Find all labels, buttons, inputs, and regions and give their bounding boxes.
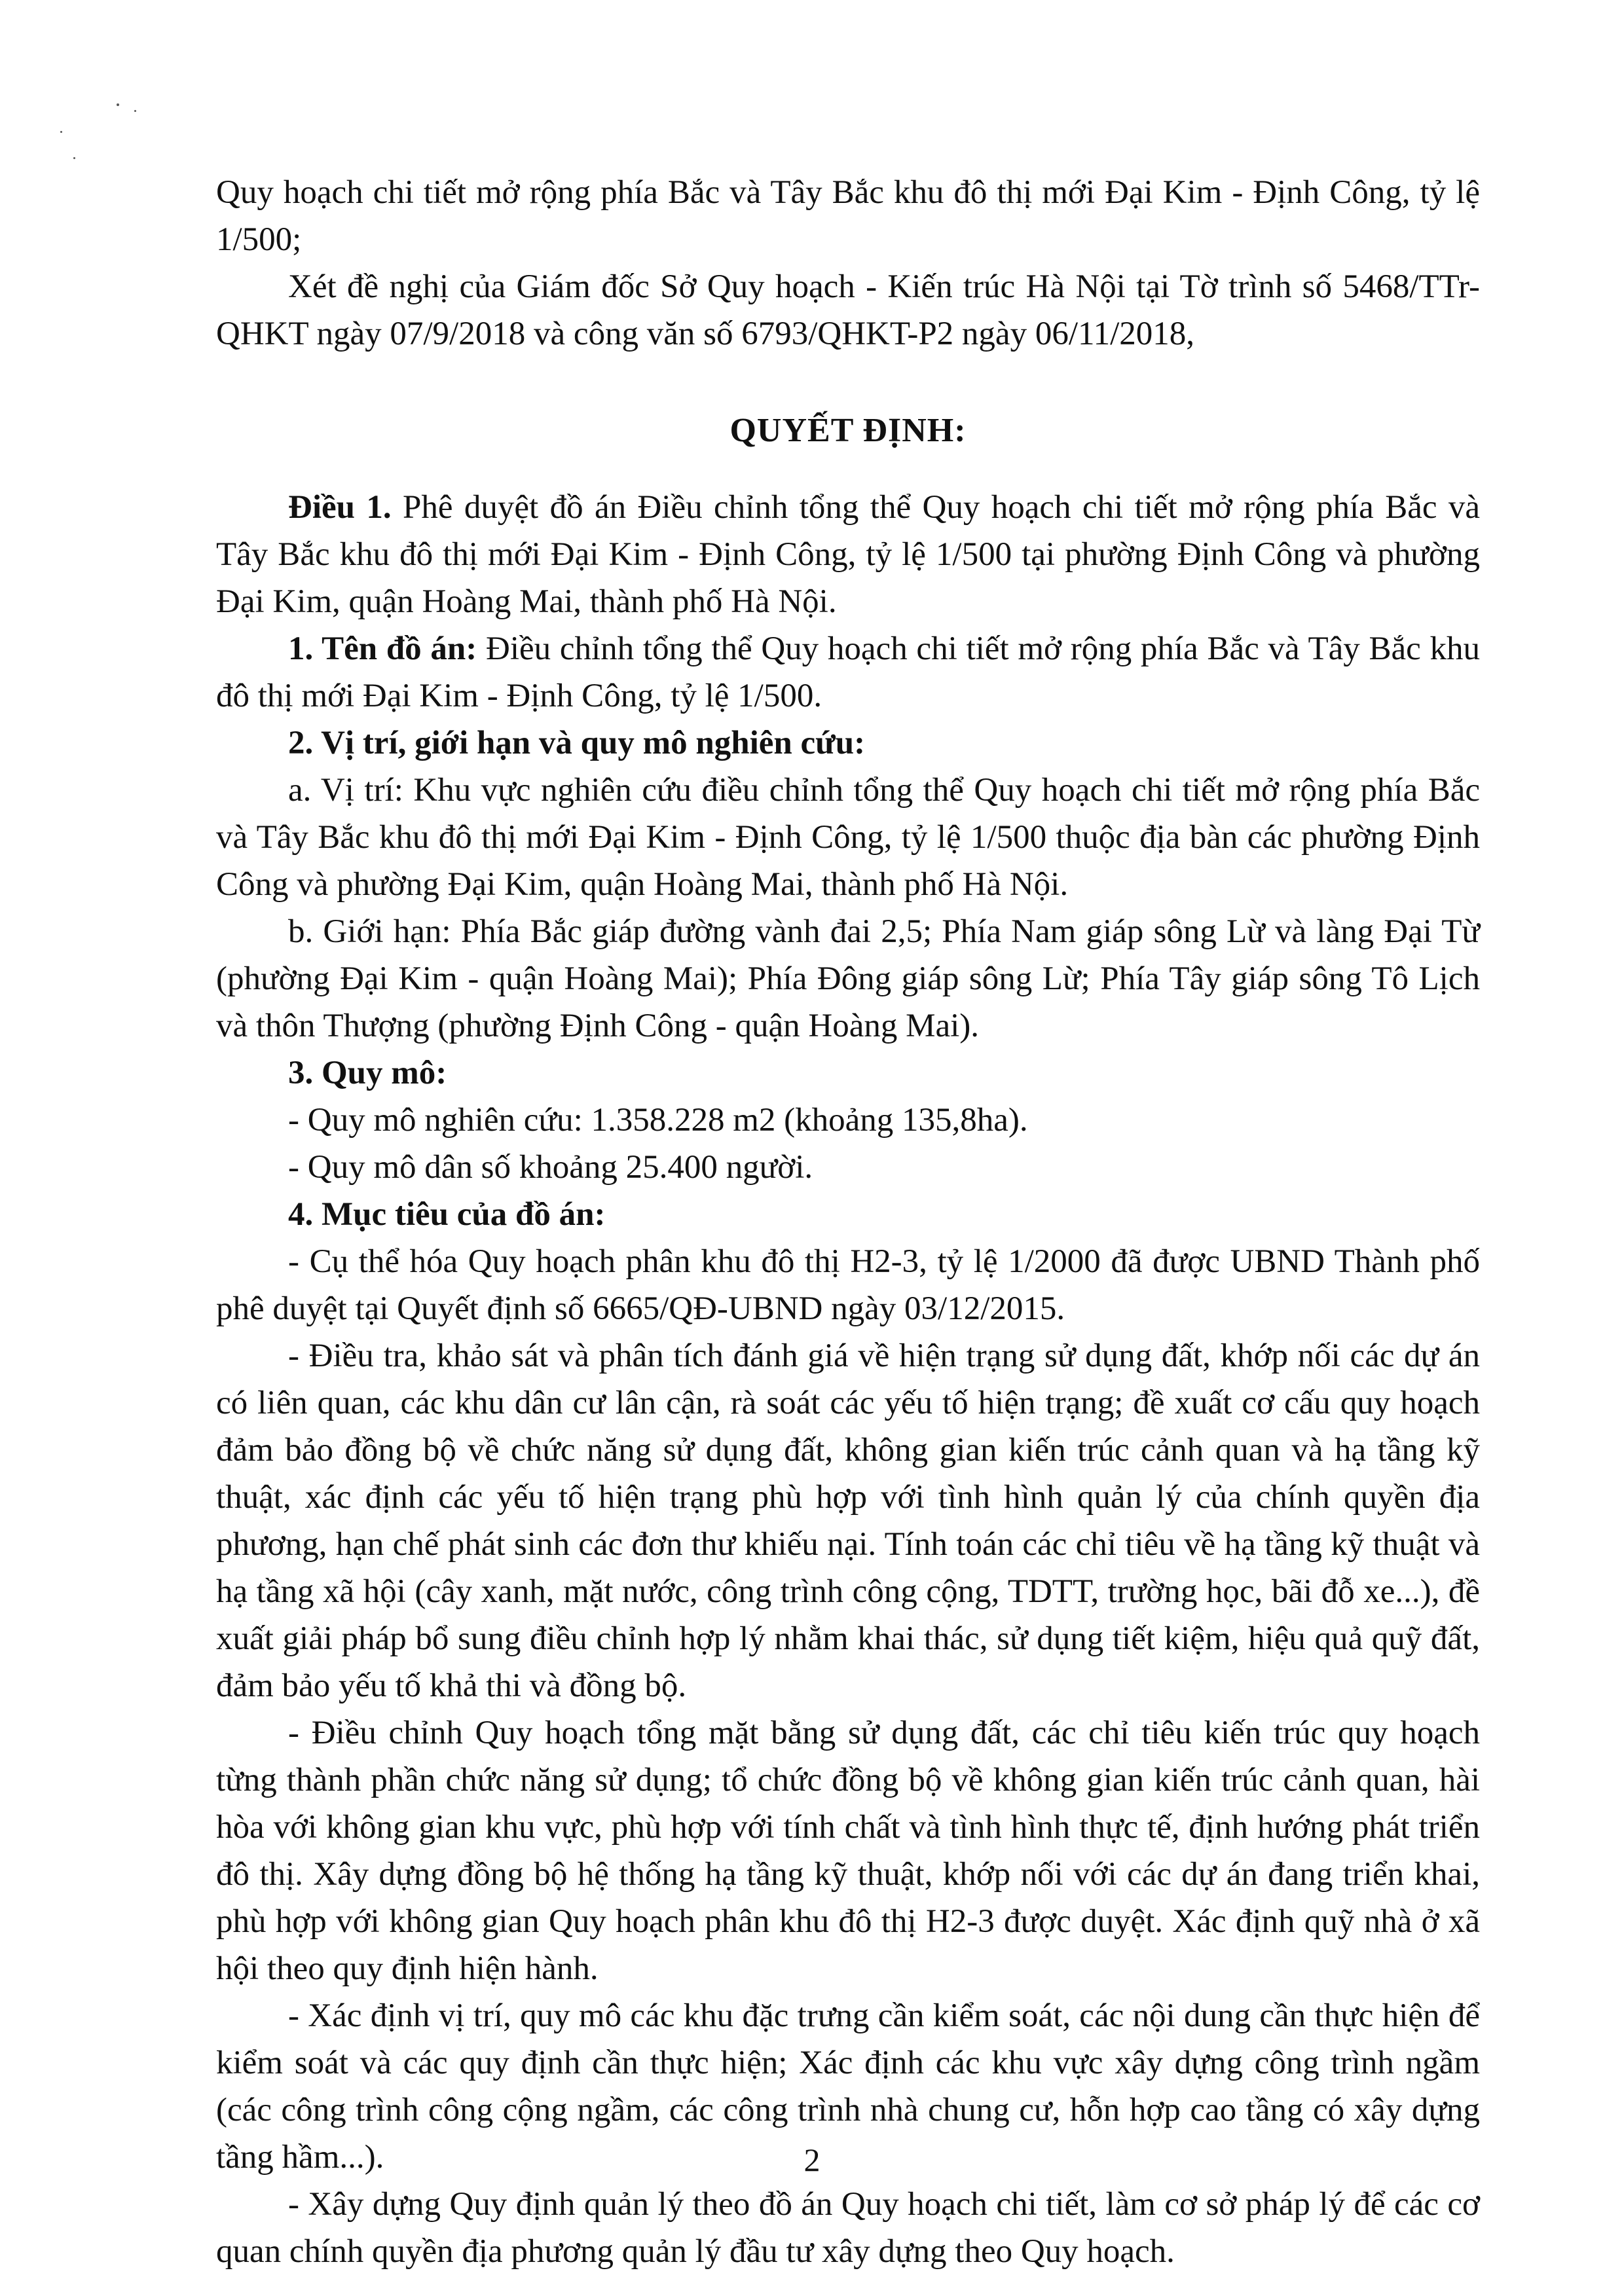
section-1-label: 1. Tên đồ án: [288,630,477,667]
scan-speck [134,110,136,112]
section-4-item: - Cụ thể hóa Quy hoạch phân khu đô thị H2-3, tỷ lệ 1/2000 đã được UBND Thành phố phê duyệt tại Quyết định số 6665/QĐ-UBND ngày 03/12/2015. [216,1243,1480,1327]
article-1 [216,484,1480,625]
paragraph-intro-2: Xét đề nghị của Giám đốc Sở Quy hoạch - Kiến trúc Hà Nội tại Tờ trình số 5468/TTr-QHKT ngày 07/9/2018 và công văn số 6793/QHKT-P2 ngày 06/11/2018, [216,268,1480,352]
section-3-item: - Quy mô nghiên cứu: 1.358.228 m2 (khoảng 135,8ha). [288,1102,1028,1139]
section-3-heading: 3. Quy mô: [288,1055,447,1091]
scan-speck [60,131,62,133]
section-3-item: - Quy mô dân số khoảng 25.400 người. [288,1149,813,1186]
section-1 [216,625,1480,720]
section-4-item: - Điều tra, khảo sát và phân tích đánh giá về hiện trạng sử dụng đất, khớp nối các dự án có liên quan, các khu dân cư lân cận, rà soát các yếu tố hiện trạng; đề xuất cơ cấu quy hoạch đảm bảo đồng bộ về chức năng sử dụng đất, không gian kiến trúc cảnh quan và hạ tầng kỹ thuật, xác định các yếu tố hiện trạng phù hợp với tình hình quản lý của chính quyền địa phương, hạn chế phát sinh các đơn thư khiếu nại. Tính toán các chỉ tiêu về hạ tầng kỹ thuật và hạ tầng xã hội (cây xanh, mặt nước, công trình công cộng, TDTT, trường học, bãi đỗ xe...), đề xuất giải pháp bổ sung điều chỉnh hợp lý nhằm khai thác, sử dụng tiết kiệm, hiệu quả quỹ đất, đảm bảo yếu tố khả thi và đồng bộ. [216,1338,1480,1704]
section-2-heading: 2. Vị trí, giới hạn và quy mô nghiên cứu: [288,725,866,761]
paragraph-intro-1: Quy hoạch chi tiết mở rộng phía Bắc và Tây Bắc khu đô thị mới Đại Kim - Định Công, tỷ lệ 1/500; [216,174,1480,258]
decision-title: QUYẾT ĐỊNH: [729,412,967,449]
section-2-location: a. Vị trí: Khu vực nghiên cứu điều chỉnh tổng thể Quy hoạch chi tiết mở rộng phía Bắc và Tây Bắc khu đô thị mới Đại Kim - Định Công, tỷ lệ 1/500 thuộc địa bàn các phường Định Công và phường Đại Kim, quận Hoàng Mai, thành phố Hà Nội. [216,772,1480,903]
document-page [216,0,1480,2296]
section-4-item: - Điều chỉnh Quy hoạch tổng mặt bằng sử dụng đất, các chỉ tiêu kiến trúc quy hoạch từng thành phần chức năng sử dụng; tổ chức đồng bộ về không gian kiến trúc cảnh quan, hài hòa với không gian khu vực, phù hợp với tính chất và tình hình thực tế, định hướng phát triển đô thị. Xây dựng đồng bộ hệ thống hạ tầng kỹ thuật, khớp nối với các dự án đang triển khai, phù hợp với không gian Quy hoạch phân khu đô thị H2-3 được duyệt. Xác định quỹ nhà ở xã hội theo quy định hiện hành. [216,1715,1480,1987]
section-1-text: Điều chỉnh tổng thể Quy hoạch chi tiết mở rộng phía Bắc và Tây Bắc khu đô thị mới Đại Kim - Định Công, tỷ lệ 1/500. [216,630,1480,714]
section-4-item: - Xây dựng Quy định quản lý theo đồ án Quy hoạch chi tiết, làm cơ sở pháp lý để các cơ quan chính quyền địa phương quản lý đầu tư xây dựng theo Quy hoạch. [216,2186,1480,2270]
scan-speck [73,157,75,159]
section-2-boundary: b. Giới hạn: Phía Bắc giáp đường vành đai 2,5; Phía Nam giáp sông Lừ và làng Đại Từ (phường Đại Kim - quận Hoàng Mai); Phía Đông giáp sông Lừ; Phía Tây giáp sông Tô Lịch và thôn Thượng (phường Định Công - quận Hoàng Mai). [216,913,1480,1044]
scan-speck [117,103,119,106]
page-number: 2 [803,2141,821,2178]
section-4-heading: 4. Mục tiêu của đồ án: [288,1196,606,1233]
article-1-text: Phê duyệt đồ án Điều chỉnh tổng thể Quy hoạch chi tiết mở rộng phía Bắc và Tây Bắc khu đô thị mới Đại Kim - Định Công, tỷ lệ 1/500 tại phường Định Công và phường Đại Kim, quận Hoàng Mai, thành phố Hà Nội. [216,489,1481,620]
article-1-label: Điều 1. [288,489,392,526]
section-4-item: - Xác định vị trí, quy mô các khu đặc trưng cần kiểm soát, các nội dung cần thực hiện để kiểm soát và các quy định cần thực hiện; Xác định các khu vực xây dựng công trình ngầm (các công trình công cộng ngầm, các công trình nhà chung cư, hỗn hợp cao tầng có xây dựng tầng hầm...). [216,1997,1480,2176]
